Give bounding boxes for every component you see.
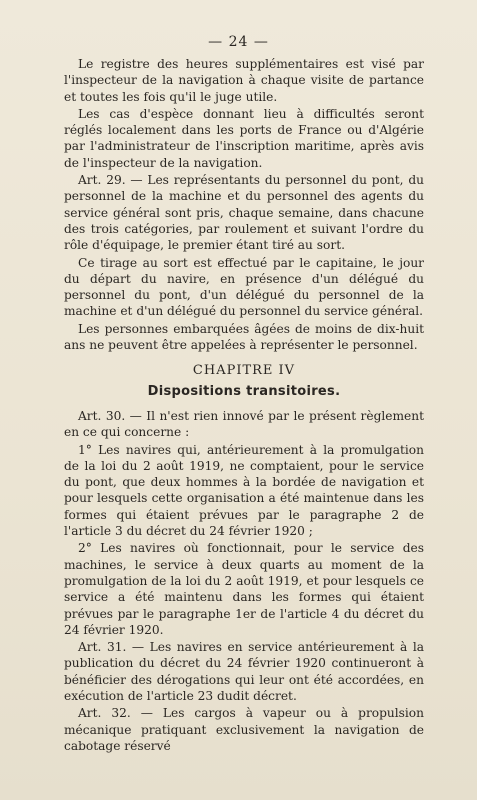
section-title: Dispositions transitoires. [147,383,341,399]
paragraph-art-30: Art. 30. — Il n'est rien innové par le présent règlement en ce qui concerne : [64,408,424,440]
paragraph-art-31: Art. 31. — Les navires en service antérieurement à la publication du décret du 24 février 1920 continueront à bénéficier des dérogations qui leur ont été accordées, en exécution de l'article 23 dudit décret. [64,640,424,703]
paragraph-art-32: Art. 32. — Les cargos à vapeur ou à propulsion mécanique pratiquant exclusivement la navigation de cabotage réservé [64,706,424,753]
paragraph-item-1: 1° Les navires qui, antérieurement à la promulgation de la loi du 2 août 1919, ne comptaient, pour le service du pont, que deux hommes à la bordée de navigation et pour lesquels cette organisation a été maintenue dans les formes qui étaient prévues par le paragraphe 2 de l'article 3 du décret du 24 février 1920 ; [64,442,424,539]
paragraph-personnes: Les personnes embarquées âgées de moins de dix-huit ans ne peuvent être appelées à représenter le personnel. [64,321,424,353]
paragraph-registre: Le registre des heures supplémentaires est visé par l'inspecteur de la navigation à chaque visite de partance et toutes les fois qu'il le juge utile. [64,57,424,104]
page-body [64,56,424,755]
chapter-heading: CHAPITRE IV [192,363,296,379]
page-number: — 24 — [208,34,269,50]
paragraph-item-2: 2° Les navires où fonctionnait, pour le service des machines, le service à deux quarts au moment de la promulgation de la loi du 2 août 1919, et pour lesquels ce service a été maintenu dans les formes qui étaient prévues par le paragraphe 1er de l'article 4 du décret du 24 février 1920. [64,541,424,637]
paragraph-tirage: Ce tirage au sort est effectué par le capitaine, le jour du départ du navire, en présence d'un délégué du personnel du pont, d'un délégué du personnel de la machine et d'un délégué du personnel du service général. [64,255,424,319]
paragraph-art-29: Art. 29. — Les représentants du personnel du pont, du personnel de la machine et du personnel des agents du service général sont pris, chaque semaine, dans chacune des trois catégories, par roulement et suivant l'ordre du rôle d'équipage, le premier étant tiré au sort. [64,173,424,253]
paragraph-cas-espece: Les cas d'espèce donnant lieu à difficultés seront réglés localement dans les ports de France ou d'Algérie par l'administrateur de l'inscription maritime, après avis de l'inspecteur de la navigation. [64,106,424,170]
